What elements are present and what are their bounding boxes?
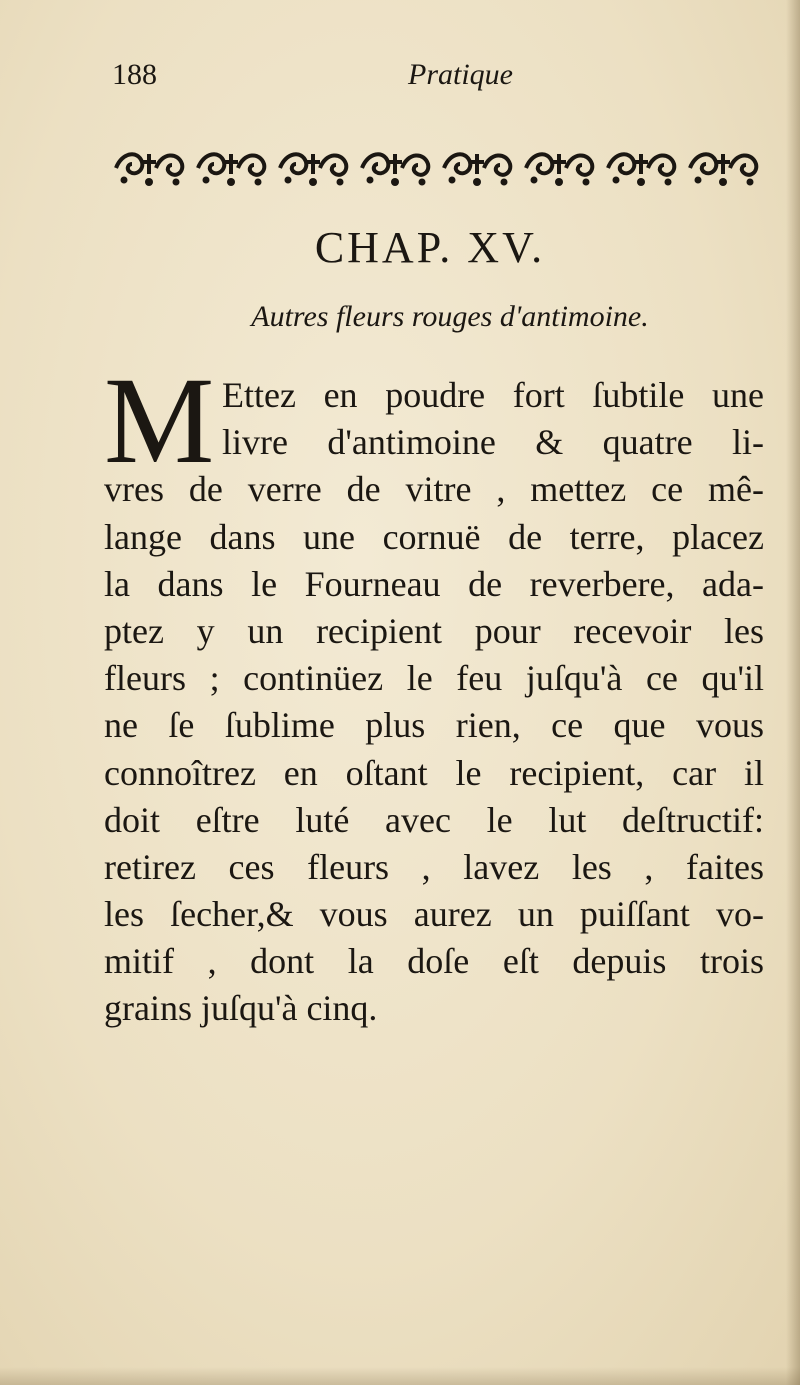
text-line: lange dans une cornuë de terre, placez xyxy=(104,516,764,557)
text-line: ptez y un recipient pour recevoir les xyxy=(104,610,764,651)
text-line: connoîtrez en oſtant le recipient, car il xyxy=(104,752,764,793)
drop-cap: M xyxy=(104,352,215,489)
page-bottom-shadow xyxy=(0,1367,800,1385)
chapter-subtitle: Autres fleurs rouges d'antimoine. xyxy=(251,300,649,333)
text-line: Ettez en poudre fort ſubtile une xyxy=(222,375,764,415)
text-line: livre d'antimoine & quatre li- xyxy=(222,422,764,463)
text-line: grains juſqu'à cinq. xyxy=(104,988,378,1029)
page-edge-shadow xyxy=(786,0,800,1385)
text-line: la dans le Fourneau de reverbere, ada- xyxy=(104,563,764,604)
fleuron-ornament-icon xyxy=(112,142,774,192)
page-number: 188 xyxy=(112,58,157,91)
chapter-title: CHAP. XV. xyxy=(314,223,546,272)
text-line: vres de verre de vitre , mettez ce mê- xyxy=(104,469,764,510)
text-line: les ſecher,& vous aurez un puiſſant vo- xyxy=(104,894,764,935)
text-line: fleurs ; continüez le feu juſqu'à ce qu'il xyxy=(104,658,764,699)
running-head: Pratique xyxy=(408,58,513,91)
body-text xyxy=(104,352,764,1033)
text-line: mitif , dont la doſe eſt depuis trois xyxy=(104,941,764,982)
text-line: ne ſe ſublime plus rien, ce que vous xyxy=(104,705,764,746)
text-line: retirez ces fleurs , lavez les , faites xyxy=(104,846,764,887)
text-line: doit eſtre luté avec le lut deſtructif: xyxy=(104,799,764,840)
